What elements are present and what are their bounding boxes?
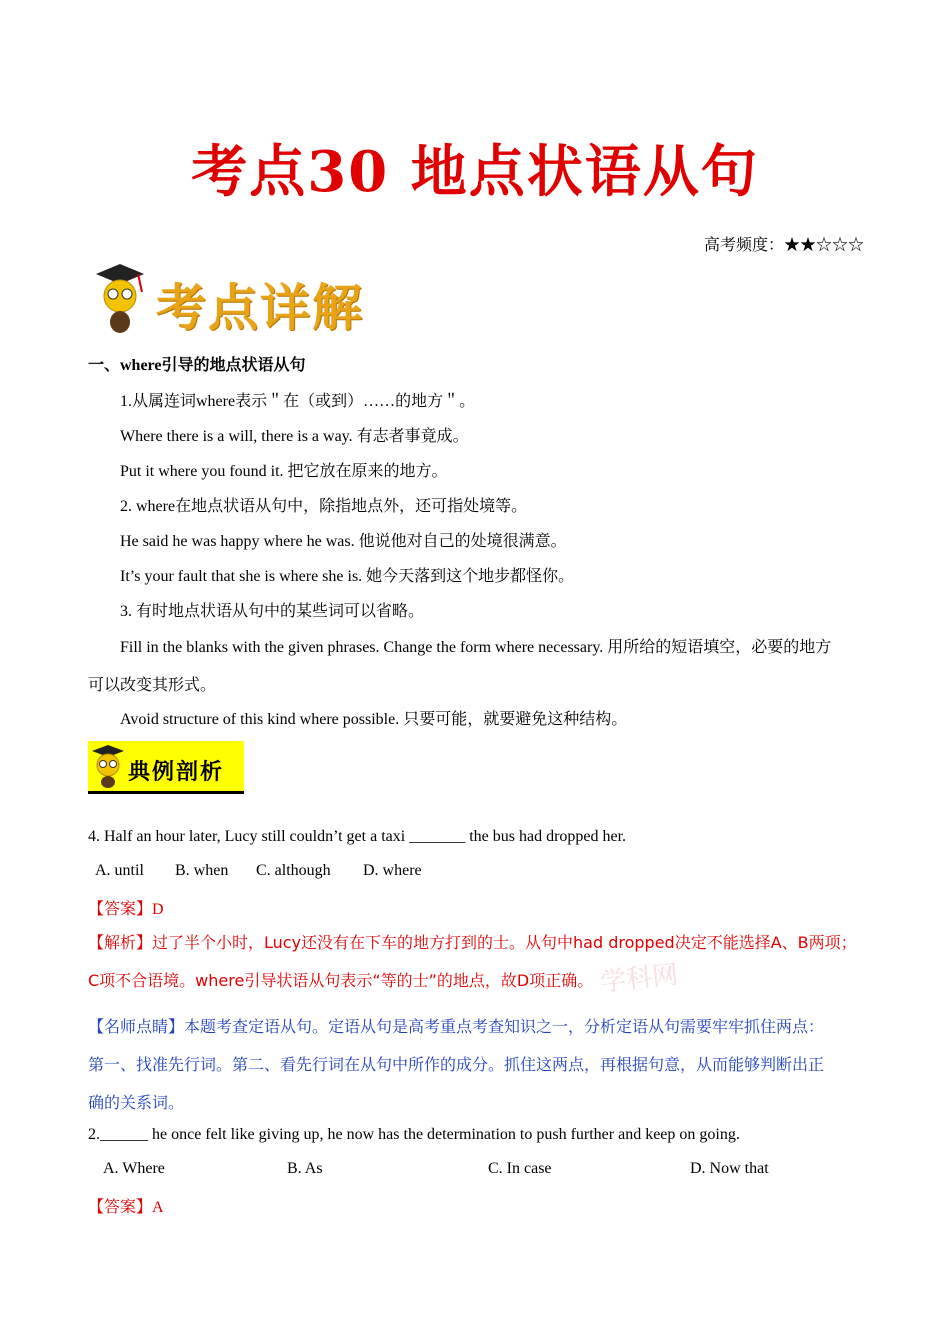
body-line: Where there is a will, there is a way. 有志者事竟成。 bbox=[120, 428, 469, 445]
answer: 【答案】A bbox=[88, 1199, 164, 1216]
option-b: B. when bbox=[175, 862, 229, 879]
option-b: B. As bbox=[287, 1160, 323, 1177]
body-line: Fill in the blanks with the given phrases. Change the form where necessary. 用所给的短语填空，必要的地方 bbox=[120, 639, 832, 656]
page-title: 考点30 地点状语从句 bbox=[191, 139, 759, 205]
banner-detail-text: 考点详解 bbox=[156, 278, 364, 337]
option-a: A. until bbox=[95, 862, 144, 879]
analysis-line: C项不合语境。where引导状语从句表示“等的士”的地点，故D项正确。 bbox=[88, 971, 594, 990]
analysis-line: 【解析】过了半个小时，Lucy还没有在下车的地方打到的士。从句中had dropped决定不能选择A、B两项； bbox=[88, 933, 857, 952]
option-a: A. Where bbox=[103, 1160, 165, 1177]
section-heading: 一、where引导的地点状语从句 bbox=[88, 357, 306, 374]
body-line: 1.从属连词where表示＂在（或到）……的地方＂。 bbox=[120, 393, 476, 410]
option-c: C. although bbox=[256, 862, 331, 879]
banner-example-text: 典例剖析 bbox=[128, 759, 225, 785]
watermark: 学科网 bbox=[598, 959, 680, 998]
mascot-icon bbox=[88, 743, 128, 789]
body-line: Avoid structure of this kind where possible. 只要可能，就要避免这种结构。 bbox=[120, 711, 628, 728]
banner-detail bbox=[90, 262, 390, 337]
option-c: C. In case bbox=[488, 1160, 552, 1177]
body-line: 3. 有时地点状语从句中的某些词可以省略。 bbox=[120, 603, 425, 620]
body-line: Put it where you found it. 把它放在原来的地方。 bbox=[120, 463, 448, 480]
tip-line: 【名师点睛】本题考查定语从句。定语从句是高考重点考查知识之一，分析定语从句需要牢牢抓住两点： bbox=[88, 1019, 825, 1036]
mascot-icon bbox=[90, 262, 150, 334]
question-stem: 4. Half an hour later, Lucy still couldn’t get a taxi _______ the bus had dropped her. bbox=[88, 828, 627, 845]
body-line: 可以改变其形式。 bbox=[88, 677, 217, 694]
tip-line: 第一、找准先行词。第二、看先行词在从句中所作的成分。抓住这两点，再根据句意，从而能够判断出正 bbox=[88, 1057, 825, 1074]
option-d: D. Now that bbox=[690, 1160, 769, 1177]
banner-example bbox=[88, 741, 244, 794]
exam-frequency: 高考频度：★★☆☆☆ bbox=[703, 237, 864, 254]
answer: 【答案】D bbox=[88, 901, 164, 918]
body-line: It’s your fault that she is where she is. 她今天落到这个地步都怪你。 bbox=[120, 568, 575, 585]
tip-line: 确的关系词。 bbox=[88, 1095, 185, 1112]
option-d: D. where bbox=[363, 862, 422, 879]
body-line: 2. where在地点状语从句中，除指地点外，还可指处境等。 bbox=[120, 498, 528, 515]
question-stem: 2.______ he once felt like giving up, he now has the determination to push further and keep on going. bbox=[88, 1126, 740, 1143]
body-line: He said he was happy where he was. 他说他对自己的处境很满意。 bbox=[120, 533, 567, 550]
